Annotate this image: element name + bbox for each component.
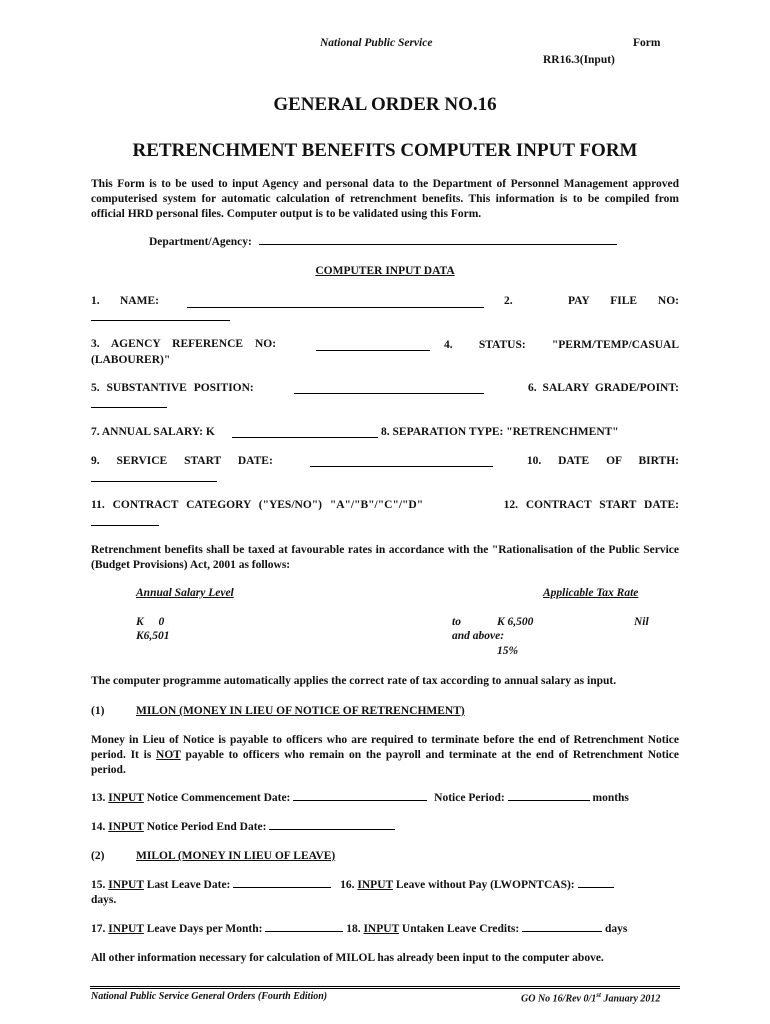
field-15-row <box>91 879 614 891</box>
footer-right <box>521 991 660 1004</box>
notice-end-input-line[interactable] <box>269 829 395 830</box>
tax-row1-from: K 0 <box>136 616 165 628</box>
tax-row2-to: and above: <box>452 630 505 642</box>
field-13-num: 13. <box>91 792 106 804</box>
field-18-label: Untaken Leave Credits: <box>401 923 520 935</box>
field-14-row <box>91 821 395 833</box>
field-15-num: 15. <box>91 879 106 891</box>
footer-rule-2 <box>90 988 680 989</box>
milon-not: NOT <box>156 749 181 761</box>
general-order-title: GENERAL ORDER NO.16 <box>273 94 497 115</box>
milon-heading: MILON (MONEY IN LIEU OF NOTICE OF RETRENCHMENT) <box>136 705 465 717</box>
field-17-num: 17. <box>91 923 106 935</box>
tax-row1-rate: Nil <box>634 616 649 628</box>
field-1-num: 1. <box>91 295 100 307</box>
notice-period-input-line[interactable] <box>508 800 590 801</box>
tax-row2-rate: 15% <box>497 645 519 657</box>
field-6-label: 6. SALARY GRADE/POINT: <box>528 382 679 394</box>
field-15-input-word: INPUT <box>108 879 144 891</box>
form-title: RETRENCHMENT BENEFITS COMPUTER INPUT FORM <box>132 140 638 161</box>
salary-grade-input-line[interactable] <box>91 407 167 408</box>
field-8-label: 8. SEPARATION TYPE: "RETRENCHMENT" <box>381 426 619 438</box>
field-9-label: 9. SERVICE START DATE: <box>91 455 273 467</box>
tax-intro-paragraph: Retrenchment benefits shall be taxed at favourable rates in accordance with the "Rationalisation of the Public Service (Budget Provisions) Act, 2001 as follows: <box>91 544 679 571</box>
tax-col-salary-heading: Annual Salary Level <box>136 587 234 599</box>
footer-rule-1 <box>90 986 680 987</box>
field-2-num: 2. <box>504 295 513 307</box>
days-label-2: days <box>605 923 628 935</box>
field-18-num: 18. <box>346 923 361 935</box>
tax-row2-from: K6,501 <box>136 630 170 642</box>
intro-paragraph: This Form is to be used to input Agency and personal data to the Department of Personnel Management approved computerised system for automatic calculation of retrenchment benefits. This information is to be compiled from official HRD personal files. Computer output is to be validated using this Form. <box>91 178 679 220</box>
milon-text-a: Money in Lieu of Notice is payable to officers who are required to terminate before the end of Retrenchment Notice period. It is <box>91 734 679 761</box>
field-17-label: Leave Days per Month: <box>146 923 263 935</box>
field-18-input-word: INPUT <box>363 923 400 935</box>
tax-col-rate-heading: Applicable Tax Rate <box>543 587 639 599</box>
field-13-input-word: INPUT <box>108 792 144 804</box>
header-form-word: Form <box>633 37 661 49</box>
milol-heading: MILOL (MONEY IN LIEU OF LEAVE) <box>136 850 336 862</box>
field-10-label: 10. DATE OF BIRTH: <box>526 455 679 467</box>
field-2-label: PAY FILE NO: <box>568 295 679 307</box>
department-field <box>149 236 617 248</box>
footer-sup: st <box>596 991 601 999</box>
field-4-label: 4. STATUS: "PERM/TEMP/CASUAL (LABOURER)" <box>91 339 679 366</box>
contract-start-input-line[interactable] <box>91 525 159 526</box>
field-14-input-word: INPUT <box>108 821 144 833</box>
days-label: days. <box>91 894 117 906</box>
date-of-birth-input-line[interactable] <box>91 481 217 482</box>
footer-left: National Public Service General Orders (Fourth Edition) <box>91 991 328 1002</box>
header-form-code: RR16.3(Input) <box>543 54 615 66</box>
untaken-leave-input-line[interactable] <box>522 931 602 932</box>
field-14-label: Notice Period End Date: <box>146 821 267 833</box>
notice-period-label: Notice Period: <box>434 792 505 804</box>
footer-date: January 2012 <box>600 993 661 1005</box>
service-start-input-line[interactable] <box>310 466 493 467</box>
field-12-label: 12. CONTRACT START DATE: <box>503 499 679 511</box>
annual-salary-input-line[interactable] <box>232 437 378 438</box>
department-input-line[interactable] <box>259 244 617 245</box>
tax-row1-to: to <box>452 616 461 628</box>
field-16-input-word: INPUT <box>357 879 393 891</box>
field-5-label: 5. SUBSTANTIVE POSITION: <box>91 382 254 394</box>
field-13-row <box>91 792 629 804</box>
field-7-label: 7. ANNUAL SALARY: K <box>91 426 215 438</box>
field-17-input-word: INPUT <box>108 923 144 935</box>
field-16-label: Leave without Pay (LWOPNTCAS): <box>395 879 575 891</box>
name-input-line[interactable] <box>187 307 484 308</box>
milon-text-b: payable to officers who remain on the payroll and terminate at the end of Retrenchment Notice period. <box>91 749 679 776</box>
pay-file-input-line[interactable] <box>91 320 230 321</box>
field-17-row <box>91 923 627 935</box>
field-14-num: 14. <box>91 821 106 833</box>
milol-num: (2) <box>91 850 105 862</box>
field-3-label: 3. AGENCY REFERENCE NO: <box>91 338 277 350</box>
substantive-position-input-line[interactable] <box>294 393 484 394</box>
milon-num: (1) <box>91 705 105 717</box>
field-1-label: NAME: <box>120 295 159 307</box>
field-11-label: 11. CONTRACT CATEGORY ("YES/NO") "A"/"B"/"C"/"D" <box>91 499 424 511</box>
leave-days-input-line[interactable] <box>265 931 343 932</box>
field-13-label: Notice Commencement Date: <box>146 792 291 804</box>
field-16-num: 16. <box>340 879 355 891</box>
notice-commencement-input-line[interactable] <box>293 800 427 801</box>
header-org: National Public Service <box>320 37 433 49</box>
footer-rev: GO No 16/Rev 0/1 <box>521 993 597 1005</box>
department-label: Department/Agency: <box>149 236 252 248</box>
milon-paragraph <box>91 733 679 778</box>
field-15-label: Last Leave Date: <box>146 879 231 891</box>
months-label: months <box>592 792 629 804</box>
milol-note: All other information necessary for calculation of MILOL has already been input to the computer above. <box>91 952 604 964</box>
auto-tax-note: The computer programme automatically applies the correct rate of tax according to annual salary as input. <box>91 675 617 687</box>
computer-input-data-heading: COMPUTER INPUT DATA <box>315 265 455 277</box>
last-leave-input-line[interactable] <box>233 887 331 888</box>
lwop-input-line[interactable] <box>578 887 614 888</box>
tax-row1-upper: K 6,500 <box>497 616 534 628</box>
